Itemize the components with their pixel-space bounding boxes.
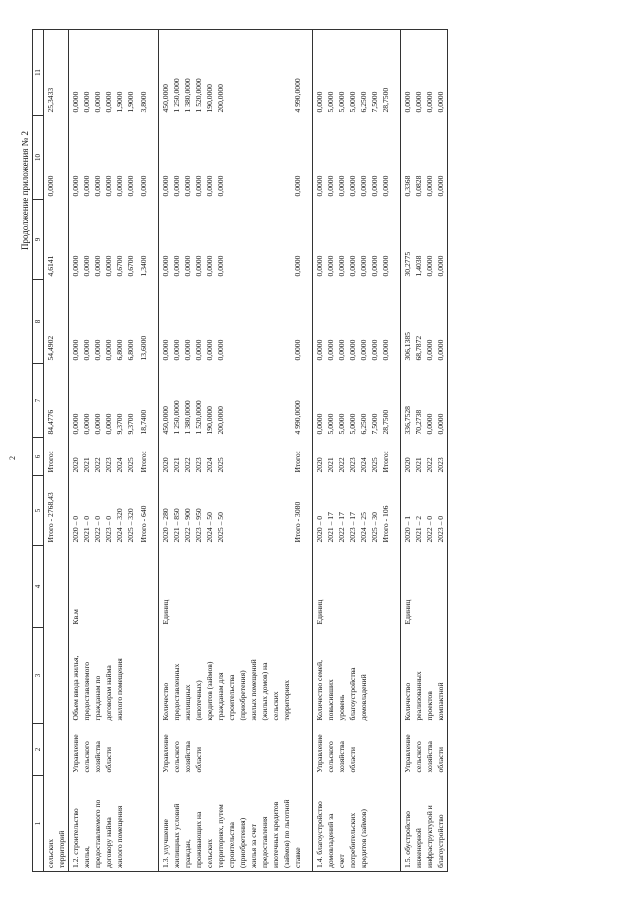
cell-event: 1.4. благоустройство домовладений за счет потребительских кредитов (займов) [313, 776, 393, 872]
appendix-note: Продолжение приложения № 2 [20, 130, 30, 250]
cell-target: Итого - 640 [139, 505, 148, 543]
header-cell: 6 [33, 438, 44, 476]
cell-target: Итого - 2768,43 [46, 492, 55, 543]
program-table [32, 29, 448, 872]
cell-year: 2020 2021 2022 2023 2024 2025 Итого: [313, 438, 393, 476]
cell-total: 84,4776 [46, 409, 55, 435]
cell-event: сельских территорий [44, 776, 69, 872]
cell-indicator: Объем ввода жилья, предоставляемого гражданам по договорам найма жилого помещения [69, 628, 138, 724]
cell-federal: 0,0000 0,0000 0,0000 0,0000 0,0000 0,0000 [159, 280, 239, 364]
header-cell: 7 [33, 364, 44, 438]
cell-other: 0,0000 5,0000 5,0000 5,0000 6,2500 7,5000 28,7500 [313, 30, 393, 116]
cell-federal: 54,4902 [46, 335, 55, 361]
cell-executor: Управление сельского хозяйства области [69, 724, 138, 776]
table-row [69, 30, 138, 872]
cell-executor: Управление сельского хозяйства области [401, 724, 448, 776]
cell-unit: Единиц [159, 546, 239, 628]
cell-year: 2020 2021 2022 2023 [401, 438, 448, 476]
header-cell: 5 [33, 476, 44, 546]
table-row-total [137, 30, 150, 872]
header-cell: 8 [33, 280, 44, 364]
cell-executor: Управление сельского хозяйства области [313, 724, 393, 776]
cell-local: 0,0000 0,0000 0,0000 0,0000 0,0000 0,0000 0,0000 [313, 116, 393, 200]
cell-event: 1.5. обустройство инженерной инфраструктурой и благоустройство [401, 776, 448, 872]
cell-other: 450,0000 1 250,0000 1 380,0000 1 520,0000 190,0000 200,0000 [159, 30, 239, 116]
cell-target: Итого - 3080 [293, 501, 302, 543]
header-cell: 11 [33, 30, 44, 116]
cell-local: 0,0000 [139, 175, 148, 197]
cell-year: Итого: [293, 451, 302, 473]
cell-federal: 0,0000 [293, 339, 302, 361]
cell-total: 336,7528 70,2738 0,0000 0,0000 [401, 364, 448, 438]
cell-executor [44, 724, 69, 776]
cell-indicator [44, 628, 69, 724]
cell-unit: Единиц [401, 546, 448, 628]
cell-other: 0,0000 0,0000 0,0000 0,0000 [401, 30, 448, 116]
header-cell: 1 [33, 776, 44, 872]
cell-regional: 0,0000 0,0000 0,0000 0,0000 0,6700 0,6700 [69, 200, 138, 280]
cell-year: Итого: [139, 451, 148, 473]
table-row [159, 30, 239, 872]
cell-target: 2020 – 0 2021 – 17 2022 – 17 2023 – 17 2024 – 25 2025 – 30 Итого - 106 [313, 476, 393, 546]
header-cell: 9 [33, 200, 44, 280]
cell-local: 0,3368 0,0828 0,0000 0,0000 [401, 116, 448, 200]
cell-executor: Управление сельского хозяйства области [159, 724, 305, 776]
cell-local: 0,0000 0,0000 0,0000 0,0000 0,0000 0,0000 [159, 116, 239, 200]
cell-other: 3,8000 [137, 30, 150, 116]
page-number: 2 [8, 456, 17, 460]
cell-regional: 4,6141 [46, 255, 55, 277]
cell-local: 0,0000 [293, 175, 302, 197]
cell-other: 25,3433 [44, 30, 69, 116]
header-cell: 10 [33, 116, 44, 200]
cell-indicator: Количество предоставленных жилищных (ипотечных) кредитов (займов) гражданам для строительства (приобретения) жилых помещений (жилых домов) на сельских территориях [159, 628, 305, 724]
table-row [44, 30, 69, 872]
cell-target: 2020 – 280 2021 – 850 2022 – 900 2023 – 950 2024 – 50 2025 – 50 [159, 476, 239, 546]
cell-total: 4 990,0000 [293, 400, 302, 435]
cell-event: 1.3. улучшение жилищных условий граждан, проживающих на сельских территориях, путем строительства (приобретения) жилья за счет предоставления ипотечных кредитов (займов) по льготной ставке [159, 776, 305, 872]
cell-indicator: Количество семей, повысивших уровень благоустройства домовладений [313, 628, 393, 724]
cell-total: 0,0000 0,0000 0,0000 0,0000 9,3700 9,3700 [69, 364, 138, 438]
table-row [313, 30, 393, 872]
cell-event: 1.2. строительство жилья, предоставляемого по договору найма жилого помещения [69, 776, 138, 872]
cell-local: 0,0000 [46, 175, 55, 197]
header-cell: 2 [33, 724, 44, 776]
cell-regional: 30,2775 1,4038 0,0000 0,0000 [401, 200, 448, 280]
cell-federal: 306,1385 68,7872 0,0000 0,0000 [401, 280, 448, 364]
cell-other: 0,0000 0,0000 0,0000 0,0000 1,9000 1,9000 [69, 30, 138, 116]
cell-target: 2020 – 1 2021 – 2 2022 – 0 2023 – 0 [401, 476, 448, 546]
table-row [401, 30, 448, 872]
cell-total: 18,7400 [139, 409, 148, 435]
cell-year: 2020 2021 2022 2023 2024 2025 [159, 438, 239, 476]
cell-federal: 0,0000 0,0000 0,0000 0,0000 6,8000 6,8000 [69, 280, 138, 364]
cell-regional: 0,0000 [293, 255, 302, 277]
cell-regional: 0,0000 0,0000 0,0000 0,0000 0,0000 0,0000 0,0000 [313, 200, 393, 280]
header-cell: 3 [33, 628, 44, 724]
cell-regional: 0,0000 0,0000 0,0000 0,0000 0,0000 0,0000 [159, 200, 239, 280]
cell-year: 2020 2021 2022 2023 2024 2025 [69, 438, 138, 476]
cell-indicator: Количество реализованных проектов компактной [401, 628, 448, 724]
cell-total: 0,0000 5,0000 5,0000 5,0000 6,2500 7,5000 28,7500 [313, 364, 393, 438]
cell-unit: Кв.м [69, 546, 138, 628]
cell-regional: 1,3400 [139, 255, 148, 277]
cell-federal: 0,0000 0,0000 0,0000 0,0000 0,0000 0,0000 0,0000 [313, 280, 393, 364]
header-cell: 4 [33, 546, 44, 628]
cell-other: 4 990,0000 [238, 30, 304, 116]
cell-local: 0,0000 0,0000 0,0000 0,0000 0,0000 0,0000 [69, 116, 138, 200]
cell-year: Итого: [46, 451, 55, 473]
cell-federal: 13,6000 [139, 335, 148, 361]
cell-total: 450,0000 1 250,0000 1 380,0000 1 520,0000 190,0000 200,0000 [159, 364, 239, 438]
cell-unit: Единиц [313, 546, 393, 628]
header-row [33, 30, 44, 872]
cell-unit [44, 546, 69, 628]
cell-target: 2020 – 0 2021 – 0 2022 – 0 2023 – 0 2024 – 320 2025 – 320 [69, 476, 138, 546]
